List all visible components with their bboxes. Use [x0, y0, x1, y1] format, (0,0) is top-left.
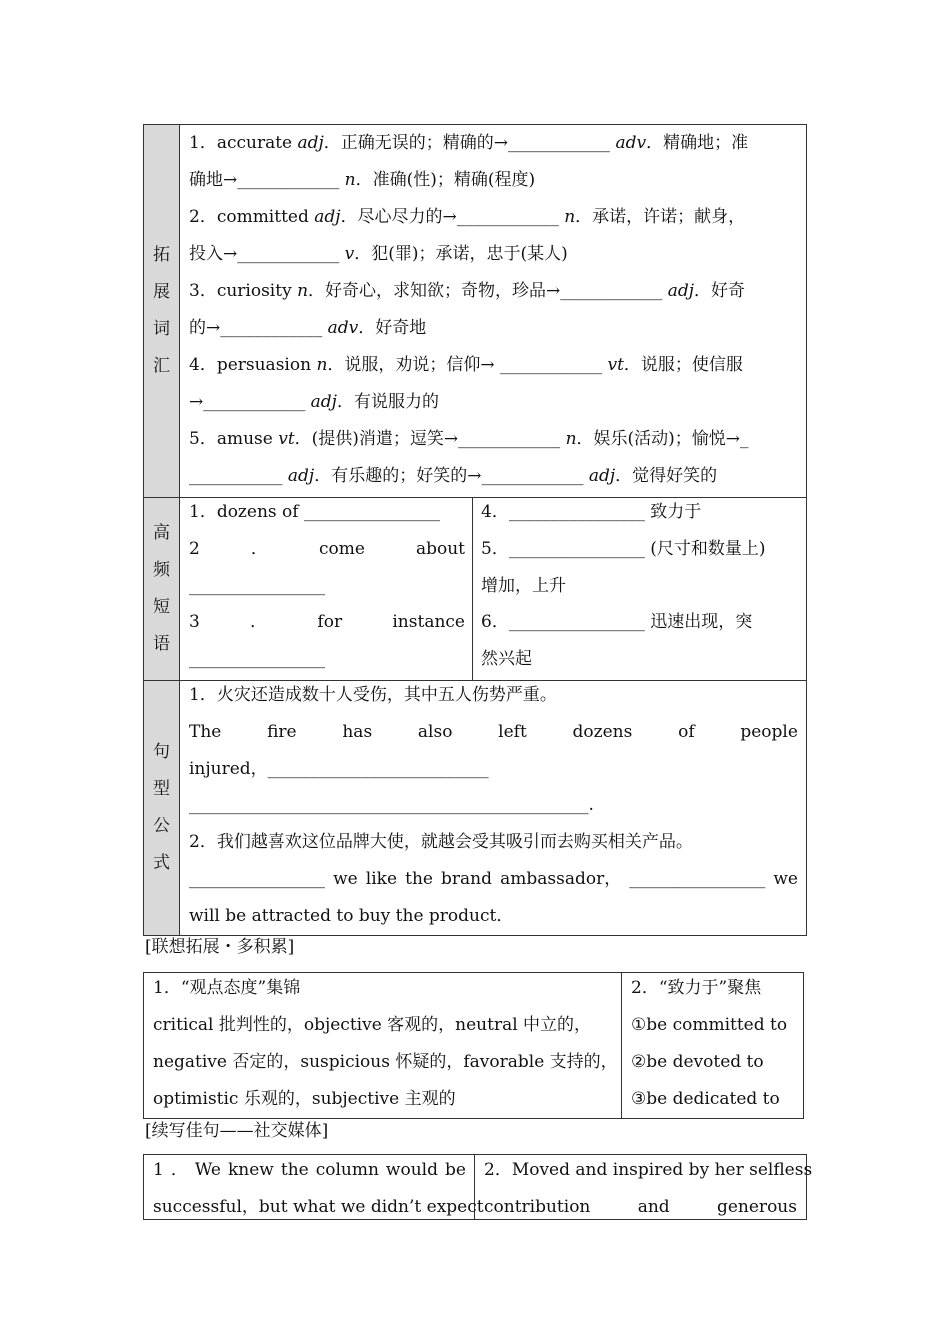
sentence-2-english-cont: will be attracted to buy the product．: [189, 906, 514, 926]
label-char: 展: [153, 282, 170, 302]
sentence-patterns-section: [143, 680, 807, 936]
vocab-line-1: 1．accurate adj．正确无误的；精确的→____________ adv．精确地；准: [189, 133, 749, 153]
vocab-expansion-content: [189, 125, 801, 497]
label-char: 高: [153, 523, 170, 543]
label-char: 语: [153, 634, 170, 654]
answer-blank[interactable]: ________________: [629, 869, 766, 889]
dedication-phrase: ①be committed to: [631, 1015, 788, 1035]
vocab-expansion-label: [144, 125, 180, 497]
answer-blank[interactable]: ___________: [189, 466, 283, 486]
dedication-phrases-cell: [623, 973, 803, 1118]
writing-right-cell: [476, 1155, 813, 1219]
phrase-item-1: 1．dozens of ________________: [189, 502, 440, 522]
sentence-patterns-label: [144, 681, 180, 935]
label-char: 汇: [153, 356, 170, 376]
vocab-line-2: 确地→____________ n．准确(性)；精确(程度): [189, 170, 536, 190]
answer-blank[interactable]: ____________: [481, 466, 584, 486]
vocab-line-6: 的→____________ adv．好奇地: [189, 318, 427, 338]
dedication-phrases-title: 2．“致力于”聚焦: [631, 978, 762, 998]
attitude-words-cell: [144, 973, 622, 1118]
label-char: 公: [153, 816, 170, 836]
attitude-words-line: optimistic 乐观的，subjective 主观的: [153, 1089, 456, 1109]
attitude-words-line: critical 批判性的，objective 客观的，neutral 中立的，: [153, 1015, 592, 1035]
vocab-line-7: 4．persuasion n．说服，劝说；信仰→ ____________ vt．说服；使信服: [189, 355, 743, 375]
phrases-label: [144, 498, 180, 680]
label-char: 拓: [153, 245, 170, 265]
writing-left-cell: [144, 1155, 484, 1219]
phrases-section: [143, 497, 807, 681]
label-char: 词: [153, 319, 170, 339]
vocab-line-9: 5．amuse vt．(提供)消遣；逗笑→____________ n．娱乐(活动)；愉悦→_: [189, 429, 749, 449]
phrases-right-column: [472, 498, 806, 680]
label-char: 句: [153, 742, 170, 762]
answer-blank[interactable]: ________________: [189, 649, 325, 669]
sentence-1-english: The fire has also left dozens of people: [189, 722, 798, 742]
phrase-item-5: 5．________________ (尺寸和数量上): [481, 539, 766, 559]
vocab-line-5: 3．curiosity n．好奇心，求知欲；奇物，珍品→____________ adj．好奇: [189, 281, 745, 301]
writing-sentence-2: 2．Moved and inspired by her selfless: [484, 1160, 813, 1180]
label-char: 短: [153, 597, 170, 617]
answer-blank[interactable]: ____________: [237, 170, 340, 190]
label-char: 式: [153, 853, 170, 873]
sentence-2-chinese: 2．我们越喜欢这位品牌大使，就越会受其吸引而去购买相关产品。: [189, 832, 693, 852]
answer-blank[interactable]: ____________: [203, 392, 306, 412]
phrase-item-3: 3 ． for instance: [189, 612, 465, 632]
sentence-2-english: ________________ we like the brand ambassador， ________________ we: [189, 861, 798, 898]
answer-blank[interactable]: ____________: [458, 429, 561, 449]
association-table: [143, 972, 804, 1119]
writing-heading: [续写佳句——社交媒体]: [145, 1121, 329, 1141]
vocab-line-3: 2．committed adj．尽心尽力的→____________ n．承诺，许诺；献身，: [189, 207, 746, 227]
answer-blank[interactable]: ____________: [237, 244, 340, 264]
phrase-item-6: 6．________________ 迅速出现，突: [481, 612, 753, 632]
attitude-words-title: 1．“观点态度”集锦: [153, 978, 301, 998]
writing-sentence-2-cont: contribution and generous: [484, 1197, 797, 1217]
sentence-patterns-content: [189, 681, 798, 935]
sentence-1-english-cont[interactable]: injured，__________________________: [189, 759, 489, 779]
label-char: 型: [153, 779, 170, 799]
vocab-line-10: ___________ adj．有乐趣的；好笑的→____________ adj．觉得好笑的: [189, 466, 718, 486]
phrase-item-2: 2 ． come about: [189, 539, 465, 559]
phrase-item-4: 4．________________ 致力于: [481, 502, 702, 522]
answer-blank[interactable]: ____________: [456, 207, 559, 227]
association-heading: [联想拓展・多积累]: [145, 937, 295, 957]
label-char: 频: [153, 560, 170, 580]
phrase-item-6-cont: 然兴起: [481, 649, 532, 669]
answer-blank[interactable]: ________________: [189, 869, 325, 889]
phrases-left-column: [189, 498, 465, 680]
answer-blank[interactable]: ____________: [220, 318, 323, 338]
vocab-expansion-section: [143, 124, 807, 498]
sentence-1-chinese: 1．火灾还造成数十人受伤，其中五人伤势严重。: [189, 685, 557, 705]
answer-blank[interactable]: ____________: [500, 355, 603, 375]
vocab-line-8: →____________ adj．有说服力的: [189, 392, 439, 412]
dedication-phrase: ②be devoted to: [631, 1052, 764, 1072]
answer-blank[interactable]: ____________: [508, 133, 611, 153]
writing-sentence-1: 1 ． We knew the column would be: [153, 1160, 466, 1180]
dedication-phrase: ③be dedicated to: [631, 1089, 780, 1109]
answer-blank[interactable]: _______________________________________________.: [189, 795, 594, 815]
vocab-line-4: 投入→____________ v．犯(罪)；承诺，忠于(某人): [189, 244, 568, 264]
phrase-item-5-cont: 增加，上升: [481, 576, 566, 596]
writing-table: [143, 1154, 813, 1220]
attitude-words-line: negative 否定的，suspicious 怀疑的，favorable 支持的，: [153, 1052, 618, 1072]
answer-blank[interactable]: ____________: [560, 281, 663, 301]
answer-blank[interactable]: ________________: [189, 576, 325, 596]
writing-sentence-1-cont: successful，but what we didn’t expect: [153, 1197, 484, 1217]
